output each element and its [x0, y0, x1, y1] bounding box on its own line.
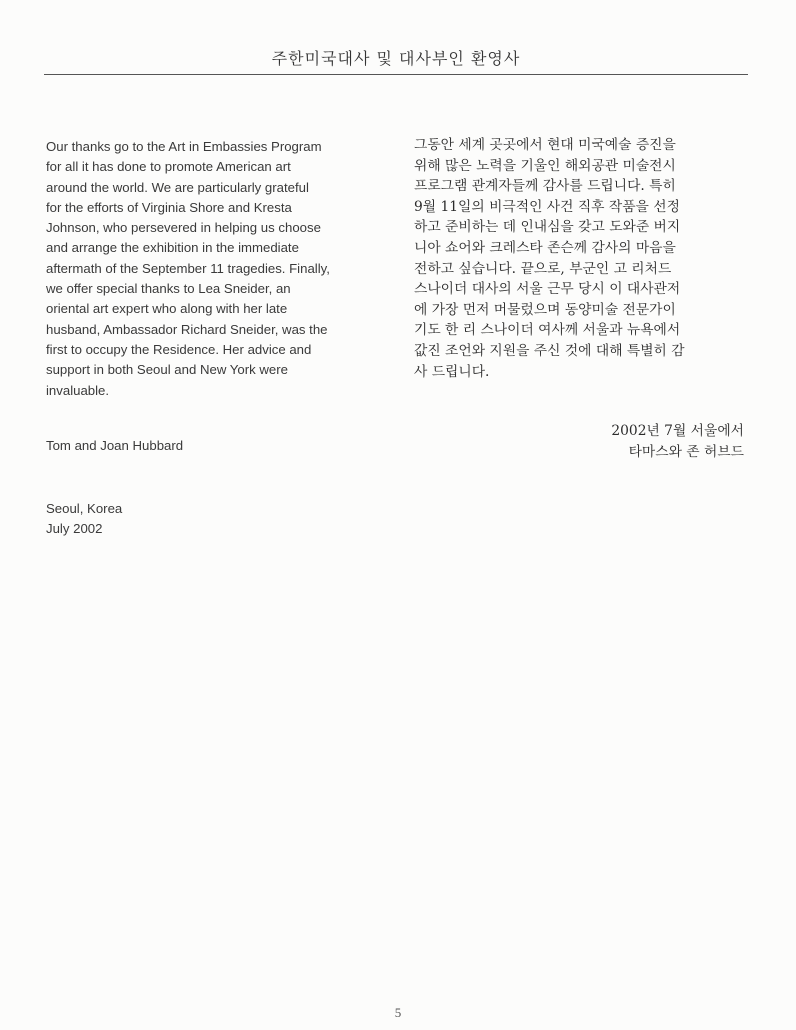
- paragraph-line: we offer special thanks to Lea Sneider, an: [46, 281, 291, 297]
- paragraph-line: 전하고 싶습니다. 끝으로, 부군인 고 리처드: [414, 260, 672, 277]
- korean-date-place: 2002년 7월 서울에서: [611, 423, 744, 439]
- paragraph-line: aftermath of the September 11 tragedies. Finally,: [46, 260, 330, 276]
- paragraph-line: Johnson, who persevered in helping us choose: [46, 220, 321, 236]
- paragraph-line: 스나이더 대사의 서울 근무 당시 이 대사관저: [414, 281, 681, 298]
- header-divider: [44, 74, 748, 75]
- korean-signature-block: [611, 421, 744, 463]
- english-paragraph: [46, 137, 386, 401]
- paragraph-line: Our thanks go to the Art in Embassies Program: [46, 139, 322, 154]
- paragraph-line: support in both Seoul and New York were: [46, 362, 288, 378]
- paragraph-line: 사 드립니다.: [414, 363, 490, 380]
- paragraph-line: 에 가장 먼저 머물렀으며 동양미술 전문가이: [414, 301, 676, 318]
- paragraph-line: 하고 준비하는 데 인내심을 갖고 도와준 버지: [414, 219, 681, 236]
- paragraph-line: 니아 쇼어와 크레스타 존슨께 감사의 마음을: [414, 239, 676, 256]
- page-number: 5: [394, 1005, 402, 1020]
- paragraph-line: husband, Ambassador Richard Sneider, was the: [46, 321, 328, 337]
- english-place-date: [46, 499, 122, 539]
- page-header-title: 주한미국대사 및 대사부인 환영사: [271, 49, 521, 68]
- korean-paragraph: [414, 135, 754, 382]
- english-date: July 2002: [46, 521, 103, 536]
- paragraph-line: 위해 많은 노력을 기울인 해외공관 미술전시: [414, 157, 676, 174]
- paragraph-line: for the efforts of Virginia Shore and Kresta: [46, 199, 292, 215]
- paragraph-line: 9월 11일의 비극적인 사건 직후 작품을 선정: [414, 198, 680, 215]
- paragraph-line: 기도 한 리 스나이더 여사께 서울과 뉴욕에서: [414, 322, 681, 339]
- paragraph-line: oriental art expert who along with her late: [46, 301, 288, 317]
- paragraph-line: first to occupy the Residence. Her advice and: [46, 341, 312, 357]
- paragraph-line: around the world. We are particularly grateful: [46, 179, 309, 195]
- paragraph-line: 값진 조언와 지원을 주신 것에 대해 특별히 감: [414, 342, 685, 359]
- paragraph-line: 프로그램 관계자들께 감사를 드립니다. 특히: [414, 178, 676, 195]
- paragraph-line: 그동안 세계 곳곳에서 현대 미국예술 증진을: [414, 137, 676, 153]
- english-signature: Tom and Joan Hubbard: [46, 438, 184, 453]
- paragraph-line: for all it has done to promote American art: [46, 159, 291, 175]
- korean-signature: 타마스와 존 허브드: [628, 444, 744, 460]
- english-place: Seoul, Korea: [46, 501, 123, 516]
- paragraph-line: and arrange the exhibition in the immediate: [46, 240, 299, 256]
- paragraph-line: invaluable.: [46, 382, 110, 398]
